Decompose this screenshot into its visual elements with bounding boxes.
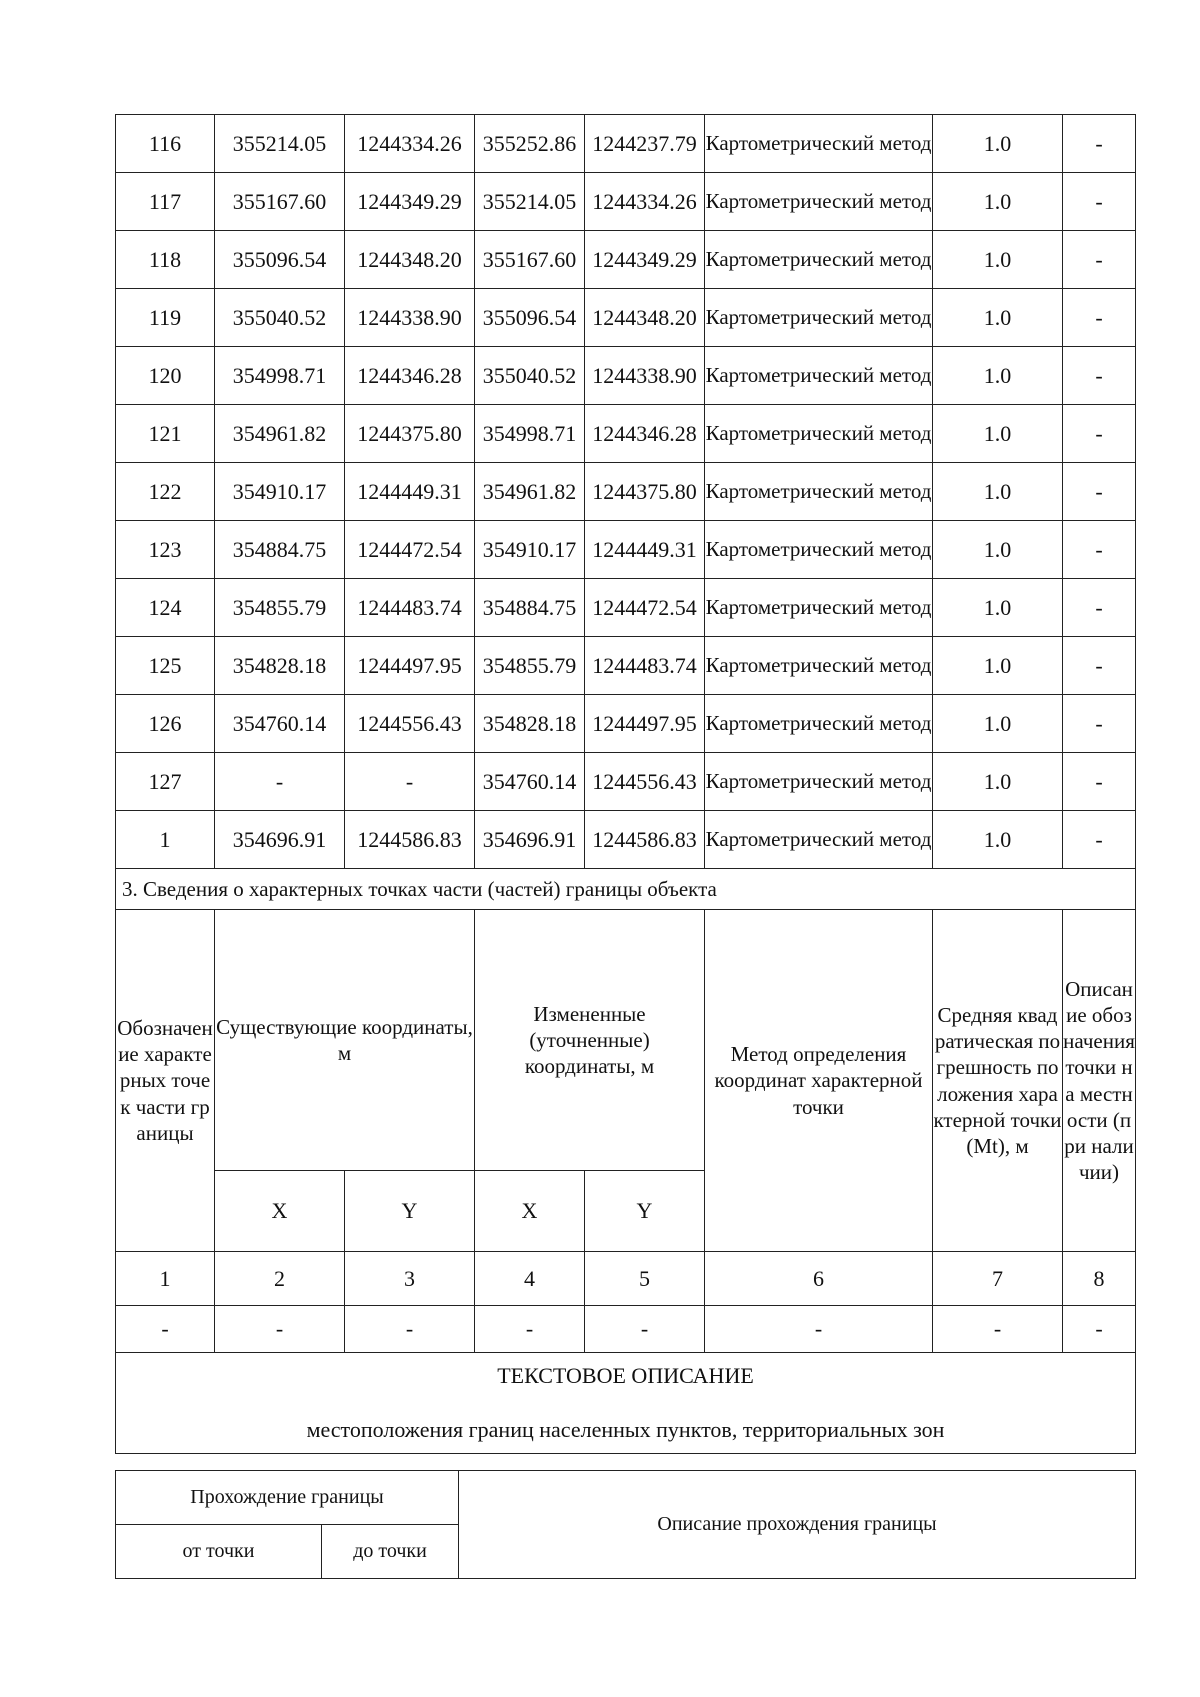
table-row — [116, 173, 1136, 231]
mean-error: 1.0 — [933, 811, 1063, 869]
table-row — [116, 115, 1136, 173]
point-description: - — [1063, 521, 1136, 579]
y-changed: 1244375.80 — [585, 463, 705, 521]
column-number-row — [116, 1252, 1136, 1306]
mean-error: 1.0 — [933, 115, 1063, 173]
y-changed: 1244346.28 — [585, 405, 705, 463]
method: Картометрический метод — [705, 173, 933, 231]
table-row — [116, 811, 1136, 869]
point-number: 122 — [116, 463, 215, 521]
x-existing: 354884.75 — [215, 521, 345, 579]
x-existing: 354828.18 — [215, 637, 345, 695]
table-row — [116, 463, 1136, 521]
y-existing: 1244556.43 — [345, 695, 475, 753]
point-number: 123 — [116, 521, 215, 579]
method: Картометрический метод — [705, 637, 933, 695]
empty-cell: - — [933, 1306, 1063, 1353]
column-number: 1 — [116, 1252, 215, 1306]
mean-error: 1.0 — [933, 347, 1063, 405]
y-existing: 1244472.54 — [345, 521, 475, 579]
text-description-title: ТЕКСТОВОЕ ОПИСАНИЕ — [497, 1362, 754, 1388]
method: Картометрический метод — [705, 579, 933, 637]
from-point-header: от точки — [116, 1525, 322, 1579]
coordinates-table — [115, 114, 1136, 1454]
empty-cell: - — [585, 1306, 705, 1353]
mean-error: 1.0 — [933, 637, 1063, 695]
method: Картометрический метод — [705, 753, 933, 811]
method: Картометрический метод — [705, 521, 933, 579]
point-number: 116 — [116, 115, 215, 173]
point-description: - — [1063, 811, 1136, 869]
point-number: 124 — [116, 579, 215, 637]
header-changed-coordinates: Измененные (уточненные) координаты, м — [475, 910, 705, 1171]
point-number: 118 — [116, 231, 215, 289]
passage-description-header: Описание прохождения границы — [459, 1471, 1136, 1579]
mean-error: 1.0 — [933, 173, 1063, 231]
method: Картометрический метод — [705, 289, 933, 347]
point-number: 119 — [116, 289, 215, 347]
y-changed: 1244586.83 — [585, 811, 705, 869]
table-row — [116, 753, 1136, 811]
point-description: - — [1063, 463, 1136, 521]
y-existing: 1244348.20 — [345, 231, 475, 289]
empty-cell: - — [475, 1306, 585, 1353]
section-3 — [116, 869, 1136, 1454]
point-description: - — [1063, 347, 1136, 405]
empty-cell: - — [1063, 1306, 1136, 1353]
point-description: - — [1063, 115, 1136, 173]
header-point-designation: Обозначение характерных точек части границы — [116, 910, 215, 1252]
column-number: 2 — [215, 1252, 345, 1306]
mean-error: 1.0 — [933, 521, 1063, 579]
empty-cell: - — [705, 1306, 933, 1353]
point-description: - — [1063, 173, 1136, 231]
x-existing: 354961.82 — [215, 405, 345, 463]
empty-cell: - — [215, 1306, 345, 1353]
empty-data-row — [116, 1306, 1136, 1353]
passage-header: Прохождение границы — [116, 1471, 459, 1525]
method: Картометрический метод — [705, 231, 933, 289]
y-existing: 1244375.80 — [345, 405, 475, 463]
y-changed: 1244349.29 — [585, 231, 705, 289]
x-changed: 354961.82 — [475, 463, 585, 521]
y-changed: 1244483.74 — [585, 637, 705, 695]
x-changed: 354998.71 — [475, 405, 585, 463]
method: Картометрический метод — [705, 405, 933, 463]
point-number: 127 — [116, 753, 215, 811]
table-row — [116, 637, 1136, 695]
y-existing: 1244497.95 — [345, 637, 475, 695]
x-changed: 354910.17 — [475, 521, 585, 579]
y-changed: 1244556.43 — [585, 753, 705, 811]
point-number: 126 — [116, 695, 215, 753]
x-changed: 355096.54 — [475, 289, 585, 347]
mean-error: 1.0 — [933, 579, 1063, 637]
text-description-subtitle: местоположения границ населенных пунктов, территориальных зон — [306, 1417, 945, 1442]
x-existing: 355167.60 — [215, 173, 345, 231]
mean-error: 1.0 — [933, 231, 1063, 289]
x-existing: 355040.52 — [215, 289, 345, 347]
header-y-changed: Y — [585, 1171, 705, 1252]
section-3-title: 3. Сведения о характерных точках части (частей) границы объекта — [116, 869, 1136, 910]
point-description: - — [1063, 289, 1136, 347]
y-existing: 1244586.83 — [345, 811, 475, 869]
x-changed: 355252.86 — [475, 115, 585, 173]
mean-error: 1.0 — [933, 463, 1063, 521]
x-changed: 355214.05 — [475, 173, 585, 231]
y-changed: 1244449.31 — [585, 521, 705, 579]
text-description-header — [116, 1353, 1136, 1454]
point-description: - — [1063, 753, 1136, 811]
x-existing: - — [215, 753, 345, 811]
header-x-existing: X — [215, 1171, 345, 1252]
mean-error: 1.0 — [933, 695, 1063, 753]
x-changed: 354696.91 — [475, 811, 585, 869]
point-description: - — [1063, 405, 1136, 463]
header-mean-error: Средняя квадратическая погрешность положения характерной точки (Mt), м — [933, 910, 1063, 1252]
y-existing: 1244349.29 — [345, 173, 475, 231]
header-point-description: Описание обозначения точки на местности (при наличии) — [1063, 910, 1136, 1252]
point-number: 120 — [116, 347, 215, 405]
header-existing-coordinates: Существующие координаты, м — [215, 910, 475, 1171]
x-existing: 355214.05 — [215, 115, 345, 173]
method: Картометрический метод — [705, 115, 933, 173]
y-changed: 1244338.90 — [585, 347, 705, 405]
y-changed: 1244237.79 — [585, 115, 705, 173]
y-existing: 1244449.31 — [345, 463, 475, 521]
point-number: 125 — [116, 637, 215, 695]
x-existing: 354760.14 — [215, 695, 345, 753]
column-number: 8 — [1063, 1252, 1136, 1306]
table-row — [116, 347, 1136, 405]
y-existing: 1244334.26 — [345, 115, 475, 173]
y-changed: 1244497.95 — [585, 695, 705, 753]
boundary-passage-table — [115, 1470, 1136, 1579]
y-existing: 1244338.90 — [345, 289, 475, 347]
point-number: 117 — [116, 173, 215, 231]
empty-cell: - — [116, 1306, 215, 1353]
table-row — [116, 405, 1136, 463]
coordinate-rows — [116, 115, 1136, 869]
table-row — [116, 231, 1136, 289]
to-point-header: до точки — [322, 1525, 459, 1579]
point-number: 1 — [116, 811, 215, 869]
method: Картометрический метод — [705, 463, 933, 521]
x-existing: 355096.54 — [215, 231, 345, 289]
x-existing: 354855.79 — [215, 579, 345, 637]
mean-error: 1.0 — [933, 753, 1063, 811]
point-description: - — [1063, 695, 1136, 753]
x-existing: 354998.71 — [215, 347, 345, 405]
y-existing: 1244346.28 — [345, 347, 475, 405]
x-changed: 354855.79 — [475, 637, 585, 695]
point-description: - — [1063, 579, 1136, 637]
table-row — [116, 521, 1136, 579]
table-row — [116, 695, 1136, 753]
x-changed: 355167.60 — [475, 231, 585, 289]
point-description: - — [1063, 637, 1136, 695]
method: Картометрический метод — [705, 695, 933, 753]
empty-cell: - — [345, 1306, 475, 1353]
x-changed: 354828.18 — [475, 695, 585, 753]
point-number: 121 — [116, 405, 215, 463]
method: Картометрический метод — [705, 811, 933, 869]
header-x-changed: X — [475, 1171, 585, 1252]
x-existing: 354910.17 — [215, 463, 345, 521]
x-changed: 354760.14 — [475, 753, 585, 811]
column-number: 4 — [475, 1252, 585, 1306]
column-number: 7 — [933, 1252, 1063, 1306]
x-changed: 354884.75 — [475, 579, 585, 637]
header-method: Метод определения координат характерной точки — [705, 910, 933, 1252]
mean-error: 1.0 — [933, 405, 1063, 463]
column-number: 3 — [345, 1252, 475, 1306]
x-existing: 354696.91 — [215, 811, 345, 869]
x-changed: 355040.52 — [475, 347, 585, 405]
column-number: 6 — [705, 1252, 933, 1306]
column-number: 5 — [585, 1252, 705, 1306]
method: Картометрический метод — [705, 347, 933, 405]
y-changed: 1244348.20 — [585, 289, 705, 347]
header-y-existing: Y — [345, 1171, 475, 1252]
y-changed: 1244334.26 — [585, 173, 705, 231]
y-changed: 1244472.54 — [585, 579, 705, 637]
table-row — [116, 579, 1136, 637]
table-row — [116, 289, 1136, 347]
y-existing: - — [345, 753, 475, 811]
y-existing: 1244483.74 — [345, 579, 475, 637]
point-description: - — [1063, 231, 1136, 289]
mean-error: 1.0 — [933, 289, 1063, 347]
